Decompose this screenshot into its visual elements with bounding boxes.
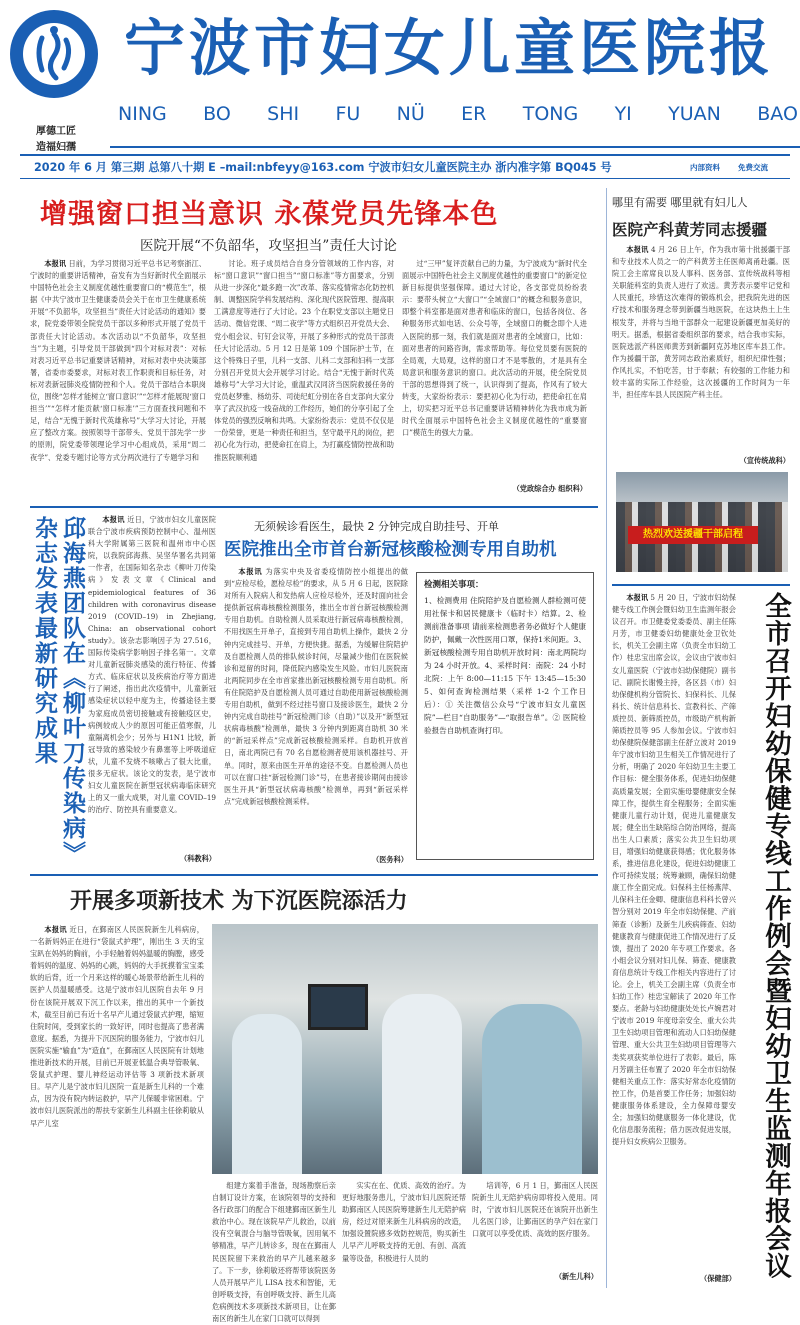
pinyin-7: YI [614, 103, 632, 125]
mid-section-rule [30, 506, 598, 508]
photo-monitor [308, 984, 368, 1030]
article-lead-col2-text: 讨论。班子成员结合自身分管领域的工作内容，对标“窗口意识”“窗口担当”“窗口标准”等方面要求，分别从进一步深化“最多跑一次”改革、落实疫情常态化防控机制、调整医院学科发展结构、深化现代医院管理、提高职工满意度等进行了大讨论。23 个在职党支部以主题党日活动、微信党课、“周二夜学”等方式组织召开党员大会、党小组会议、钉钉会议等，开展了多种形式的党员干部责任大讨论活动。5 月 12 日是第 109 个国际护士节，在这个特殊日子里，儿科一支部、儿科二支部和妇科一支部分别召开党员大会开展学习讨论。结合“无愧于新时代英雄称号”大学习大讨论，重温武汉同济当医院救援任务的党员赵梦雅、杨幼芬、司徒纪虹分别在各自支部向大家分享了武汉抗疫一线奋战的工作经历，她们的分享引起了全体党员的强烈反响和共鸣。大家纷纷表示：党员不仅仅是一份荣誉，更是一种责任和担当，坚守最平凡的岗位，把初心化为行动，把使命扛在肩上，为打赢疫情防控战和助推医院顺利通 [214, 259, 394, 462]
issue-info-bar [0, 154, 800, 180]
motto-line-2: 造福妇孺 [36, 142, 76, 153]
bottom-section-rule [30, 874, 598, 876]
article-lead-col3-text: 过“三甲”复评贡献自己的力量，为宁波成为“新时代全面展示中国特色社会主义制度优越性的重要窗口”的新定位新目标提供坚强保障。通过大讨论，各支部党员纷纷表示：要带头树立“大窗口”“全域窗口”的概念和服务意识，即整个科室都是面对患者和临床的窗口，包括各岗位、各种服务形式如电话、公众号等，全域窗口的概念即个人进入医院的那一刻，我们就是面对患者的全域窗口，比如：面对患者的问路咨询，需求帮助等。每位党员要有医院的全局观，大局观，这样的窗口才不是零散的，才是具有全局意识和服务意识的窗口。此次活动的开展，使全院党员干部的思想得到了统一，认识得到了提高，作风有了较大转变，大家纷纷表示：要把初心化为行动，把使命扛在肩上，切实把习近平总书记重要讲话精神转化为我市成为新时代全面展示中国特色社会主义制度优越性的“重要窗口”模范生的强大力量。 [402, 259, 587, 438]
aid-farewell-photo [616, 472, 788, 572]
article-newtech-headline: 开展多项新技术 为下沉医院添活力 [70, 889, 408, 914]
article-lead-subhead: 医院开展“不负韶华，攻坚担当”责任大讨论 [140, 238, 397, 254]
article-lead-col3 [402, 258, 587, 484]
pinyin-8: YUAN [668, 103, 721, 125]
article-newtech-col4-text: 培训等，6 月 1 日，鄞南区人民医院新生儿无陪护病房即将投入使用。同时，宁波市妇儿医院还在该院开出新生儿名医门诊，让鄞南区的孕产妇在家门口就可以享受优质、高效的医疗服务。 [472, 1181, 598, 1239]
article-kiosk-headline: 医院推出全市首台新冠核酸检测专用自助机 [224, 540, 557, 560]
article-aid-kicker: 哪里有需要 哪里就有妇儿人 [612, 196, 748, 209]
hospital-logo [8, 8, 100, 100]
article-aid-body [612, 244, 790, 456]
article-aid-xinjiang [612, 188, 790, 580]
article-lancet-body [88, 514, 216, 854]
article-kiosk [224, 512, 598, 868]
article-kiosk-signature: （医务科） [372, 855, 408, 864]
issue-info-text: 2020 年 6 月 第三期 总第八十期 E –mail:nbfeyy@163.com 宁波市妇女儿童医院主办 浙内准字第 BQ045 号 [34, 161, 612, 174]
article-kiosk-body [224, 566, 408, 856]
article-lancet-byline: 本报讯 [102, 515, 125, 524]
photo-staff-right [482, 1004, 582, 1174]
article-lead-headline: 增强窗口担当意识 永葆党员先锋本色 [40, 199, 499, 230]
article-aid-headline: 医院产科黄芳同志援疆 [612, 221, 768, 239]
kiosk-info-box-text: 1、检测费用 住院陪护及自愿检测人群检测可使用社保卡和居民健康卡（临时卡）结算。2、检测前准备事项 请前来检测患者务必做好个人健康防护，佩戴一次性医用口罩，保持1米间距。3、新冠核酸检测专用自助机开放时间：南北两院均为 24 小时开放。4、采样时间：南院：24 小时 北院：上午 8:00—11:15 下午 13:45—15:30 5、如何查询检测结果（采样 1-2 个工作日后）：① 关注微信公众号“宁波市妇女儿童医院”—栏目“自助服务”—“取报告单”。② 医院检验报告自助机查询打印。 [424, 596, 586, 735]
photo-staff-left [232, 1014, 302, 1174]
masthead-rule [110, 146, 800, 148]
newtech-training-photo [212, 924, 598, 1174]
masthead [0, 0, 800, 153]
pinyin-1: BO [203, 103, 231, 125]
article-lancet-title: 邱海燕团队在《柳叶刀传染病》杂志发表最新研究成果 [31, 516, 85, 855]
article-lancet-signature: （科教科） [180, 854, 216, 863]
logo-ring-text [8, 8, 100, 100]
right-column-divider [606, 188, 607, 1288]
article-lead-col2 [214, 258, 394, 498]
infobar-tag-free: 免费交流 [738, 163, 768, 172]
infobar-tag-internal: 内部资料 [690, 163, 720, 172]
article-maternal-byline: 本报讯 [626, 593, 649, 602]
pinyin-row [118, 103, 798, 129]
pinyin-5: ER [461, 103, 487, 125]
newspaper-title: 宁波市妇女儿童医院报 [124, 13, 775, 84]
article-kiosk-text: 为落实中央及省委疫情防控小组提出的做到“应检尽检，愿检尽检”的要求，从 5 月 6 日起，医院除对所有入院病人和发热病人应检尽检外，还及时面向社会提供新冠病毒核酸检测服务，推出全市首台新冠核酸检测专用自助机。自助检测人员采取进行新冠病毒核酸检测，不用找医生开单子，直接到专用自助机上操作，最快 2 分钟内完成挂号、开单，方便快捷。据悉，为缓解住院陪护及自愿检测人员的排队候诊时间，尽量减少他们在医院候诊和逗留的时间，降低院内感染发生风险。市妇儿医院南北两院同步在全市首家推出新冠核酸检测专用自助机。所有住院陪护及自愿检测人员可通过自助使用新冠核酸检测专用自助机，做到不经过挂号窗口及接诊医生，最快 2 分钟内完成自助挂号“新冠检测门诊（自助）”以及开“新型冠状病毒核酸”检测单，最快 3 分钟内到距离自助机 30 米的“新冠采样点”完成新冠核酸检测采样。自助机开放首日，南北两院已有 70 名自愿检测者使用该机器挂号、开单。同时，原来由医生开单的途径不变。自愿检测人员也可以在窗口挂“新冠检测门诊”号，在患者接诊期间由接诊医生开具“新型冠状病毒核酸”检测单，再到“新冠采样点”完成新冠核酸检测采样。 [224, 567, 408, 806]
article-aid-signature: （宣传统战科） [739, 456, 790, 465]
article-lancet-text: 近日，宁波市妇女儿童医院联合宁波市疾病预防控制中心、温州医科大学附属第三医院和温州市中心医院，以我院邱海燕、吴坚华署名共同第一作者，在国际知名杂志《柳叶刀传染病》发表文章《Clinical and epidemiological features of 36 children with coronavirus disease 2019 (COVID–19) in Zhejiang, China: an observational cohort study》。该杂志影响因子为 27.516，国际传染病学影响因子排名第一。文章对儿童新冠肺炎感染的流行特征、传播方式、临床症状以及疾病治疗等方面进行了阐述，指出此次疫情中，儿童新冠感染症状以轻中度为主，传播途径主要为家庭成员密切接触或有接触疫区史，病例较成人少的原因可能正值寒假，儿童隔离机会少；另外与 H1N1 比较，新冠导致的感染较少有鼻塞等上呼吸道症状，儿童不发烧不咳嗽占了很大比重，很多无症状。该论文的发表，是宁波市妇女儿童医院在新型冠状病毒临床研究上的又一重大成果，对儿童 COVID–19 的治疗、防控具有重要意义。 [88, 515, 216, 815]
article-lancet [30, 512, 220, 868]
article-newtech-col1-text: 近日，在鄞南区人民医院新生儿科病房，一名新妈妈正在进行“袋鼠式护理”，刚出生 3 天的宝宝趴在妈妈的胸前，小手轻触着妈妈温暖的胸膛，感受着妈妈的温度、妈妈的心跳，妈妈的大手抚摸着宝宝柔软的后背，近一个月来这样的暖心场景带给新生儿科的医护人员温暖感受。这是宁波市妇儿医院自去年 9 月份在该院开展双下沉工作以来，推出的其中一个新技术，截至目前已有近十名早产儿通过袋鼠式护理，缩短住院时间，受到家长的一致好评，同时也提高了患者满意度。据悉，为提升下沉医院的服务能力，宁波市妇儿医院实施“输血”为“造血”，在鄞南区人民医院有计划地推进新技术的开展，目前已开展亚低温合典导管吸氧、袋鼠式护理、婴儿神经运动评估等 3 项新技术新项目。早产儿是宁波市妇儿医院一直是新生儿科的一个难点，因为没有院内转运救护，早产儿保暖非常困难。宁波市妇儿医院派出的帮扶专家新生儿科副主任徐莉敏从早产儿室 [30, 925, 204, 1128]
article-maternal-signature: （保健部） [700, 1274, 736, 1283]
article-lead-col1 [30, 258, 206, 498]
motto-line-1: 厚德工匠 [36, 126, 76, 137]
article-newtech-col1 [30, 924, 204, 1286]
article-aid-byline: 本报讯 [626, 245, 649, 254]
kiosk-info-box [416, 572, 594, 860]
article-kiosk-kicker: 无须候诊看医生，最快 2 分钟完成自助挂号、开单 [254, 520, 499, 533]
article-newtech-signature: （新生儿科） [554, 1272, 598, 1281]
infobar-bottom-rule [20, 178, 790, 179]
photo-staff-center [382, 994, 462, 1174]
article-newtech-col2b [212, 1180, 336, 1324]
pinyin-3: FU [335, 103, 361, 125]
article-lead-signature: （党政综合办 组织科） [512, 484, 587, 493]
article-maternal-body [612, 592, 736, 1272]
kiosk-info-box-title: 检测相关事项： [424, 580, 484, 590]
article-maternal-meeting [612, 590, 794, 1290]
right-section-rule [612, 584, 790, 586]
pinyin-4: NÜ [396, 103, 425, 125]
motto [36, 124, 106, 156]
article-newtech-col3-text: 实实在在、优质、高效的治疗。为更好地服务患儿，宁波市妇儿医院还帮助鄞南区人民医院筹建新生儿无陪护病房，经过对原来新生儿科病房的改造，加强设置院感多效防控规范，购买新生儿早产儿呼吸支持的无创、有创、高流量等设备，积极进行人员的 [342, 1181, 466, 1263]
article-newtech [30, 880, 598, 1324]
article-lead [30, 188, 595, 498]
pinyin-6: TONG [522, 103, 579, 125]
pinyin-2: SHI [267, 103, 300, 125]
infobar-top-rule [20, 154, 790, 156]
article-lead-byline: 本报讯 [44, 259, 67, 268]
article-kiosk-byline: 本报讯 [238, 567, 263, 576]
article-aid-text: 4 月 26 日上午，作为我市第十批援疆干部和专业技术人员之一的产科黄芳主任医师离甬赴疆。医院工会主席席良以及人事科、医务部、宣传统战科等相关职能科室的负责人进行了欢送。黄芳表示要牢记党和人民重托，珍惜这次难得的锻炼机会，把我院先进的医疗技术和服务理念带到新疆当地医院，在这块热土上生根发芽，并将与当地干部群众一起建设新疆更加美好的明天。据悉，根据省委组织部的要求，结合我市实际，医院选派产科医师黄芳到新疆阿克苏地区库车县工作。作为援疆干部，黄芳同志政治素质好，组织纪律性强；作风扎实，不怕吃苦，甘于奉献；有较强的工作能力和较丰富的实际工作经验，这次援疆的工作时间为一年半，担任库车县人民医院产科主任。 [612, 245, 790, 400]
article-lead-col1-text: 日前，为学习贯彻习近平总书记考察浙江、宁波时的重要讲话精神，奋发有为当好新时代全面展示中国特色社会主义制度优越性重要窗口的“模范生”，根据《中共宁波市卫生健康委员会关于在市卫生健康系统开展“不负韶华，攻坚担当”责任大讨论活动的通知》要求，院党委带领全院党员干部以多种形式开展了党员干部责任大讨论活动。本次活动以“不负韶华，攻坚担当”为主题，引导党员干部做到“四个对标对表”：对标对表习近平总书记重要讲话精神，对标对表中央决策部署，省委市委要求，对标对表工作职责和目标任务，对标对表新冠肺炎疫情防控和个人。党员干部结合本职岗位，围绕“怎样才能树立‘窗口意识’”“怎样才能展现‘窗口担当’”“怎样才能贡献‘窗口标准’”三方面查找问题和不足，结合“无愧于新时代英雄称号”大学习大讨论，开展应了整改方案。按照领导干部带头、党员干部先学一步的原则，院党委带领理论学习中心组成员，采用“周二夜学”、党委专题讨论等方式分两次进行了专题学习和 [30, 259, 207, 462]
article-newtech-col4 [472, 1180, 598, 1268]
pinyin-0: NING [118, 103, 167, 125]
photo-banner: 热烈欢送援疆干部启程 [628, 526, 758, 544]
article-newtech-col2-text: 组建方案着手准备，现场勘察后亲自制订设计方案，在该院领导的支持和各行政部门的配合下组建鄞南区新生儿救治中心。现在该院早产儿救治，以前没有空氧混合与脑导管吸氧，因用氧不够精准，早产儿转诊多，现在在鄞南人民医院留下来救治的早产儿越来越多了。下一步，徐莉敏还将帮带该院医务人员开展早产儿 LISA 技术和智能，无创呼吸支持，有创呼吸支持、新生儿高危病例技术多项新技术新项目，让在鄞南区的新生儿在家门口就可以得到 [212, 1181, 336, 1324]
article-maternal-title: 全市召开妇幼保健专线工作例会暨妇幼卫生监测年报会议 [760, 592, 791, 1280]
article-newtech-byline: 本报讯 [44, 925, 67, 934]
article-newtech-col3 [342, 1180, 466, 1286]
pinyin-9: BAO [757, 103, 798, 125]
article-maternal-text: 5 月 20 日，宁波市妇幼保健专线工作例会暨妇幼卫生监测年报会议召开。市卫健委党委委员、副主任陈月芳，市卫健委妇幼健康处金卫钦处长，机关工会副主席（负责全市妇幼工作）桂忠宝出席会议，会议由宁波市妇女儿童医院（宁波市妇幼保健院）副书记、副院长谢慢主持，各区县（市）妇幼保健机构分管院长、妇保科长、儿保科长、统计信息科长、宣教科长、产筛质控员、新筛质控员，市级助产机构新筛质控员等 95 人参加会议。宁波市妇幼保健院保健部副主任舒立波对 2019 年宁波市妇幼卫生相关工作情况进行了分析，明确了 2020 年妇幼卫生主要工作目标：健全服务体系，促进妇幼保健高质量发展；全面实施母婴健康安全保障工作，提供生育全程服务；全面实施健康儿童行动计划，促进儿童健康发展；健全出生缺陷综合防治网络，提高出生人口素质；落实公共卫生妇幼项目，增强妇幼健康获得感；优化服务体系，推进信息化建设，促进妇幼健康工作可持续发展；统筹兼顾，确保妇幼健康工作全面完成。妇保科主任杨燕萍、儿保科主任金卿、健康信息科科长曾兴智分别对 2019 年全市妇幼保健、产前筛查（诊断）及新生儿疾病筛查、妇幼健康教育与健康促进工作情况进行了反馈，提出了 2020 年专项工作要求。各小组会议分别对妇儿保、筛查、健康教育信息统计专线工作相关内容进行了讨论。会上，机关工会副主席（负责全市妇幼工作）桂忠宝解读了 2020 年工作要点。老龄与妇幼健康处处长卢婉君对宁波市 2019 年度母亲安全、重大公共卫生妇幼项目管理和流动人口妇幼保健管理、重大公共卫生妇幼项目管理等六类奖项获奖单位进行了表彰。最后，陈月芳副主任布置了 2020 年全市妇幼保健相关重点工作：落实好常态化疫情防控工作，仍是首要工作任务；加强妇幼健康服务体系建设，全力保障母婴安全；加强妇幼健康服务一体化建设，优化信息服务流程；借力医改促进发展，提升妇女疾病公卫服务。 [612, 593, 736, 1147]
